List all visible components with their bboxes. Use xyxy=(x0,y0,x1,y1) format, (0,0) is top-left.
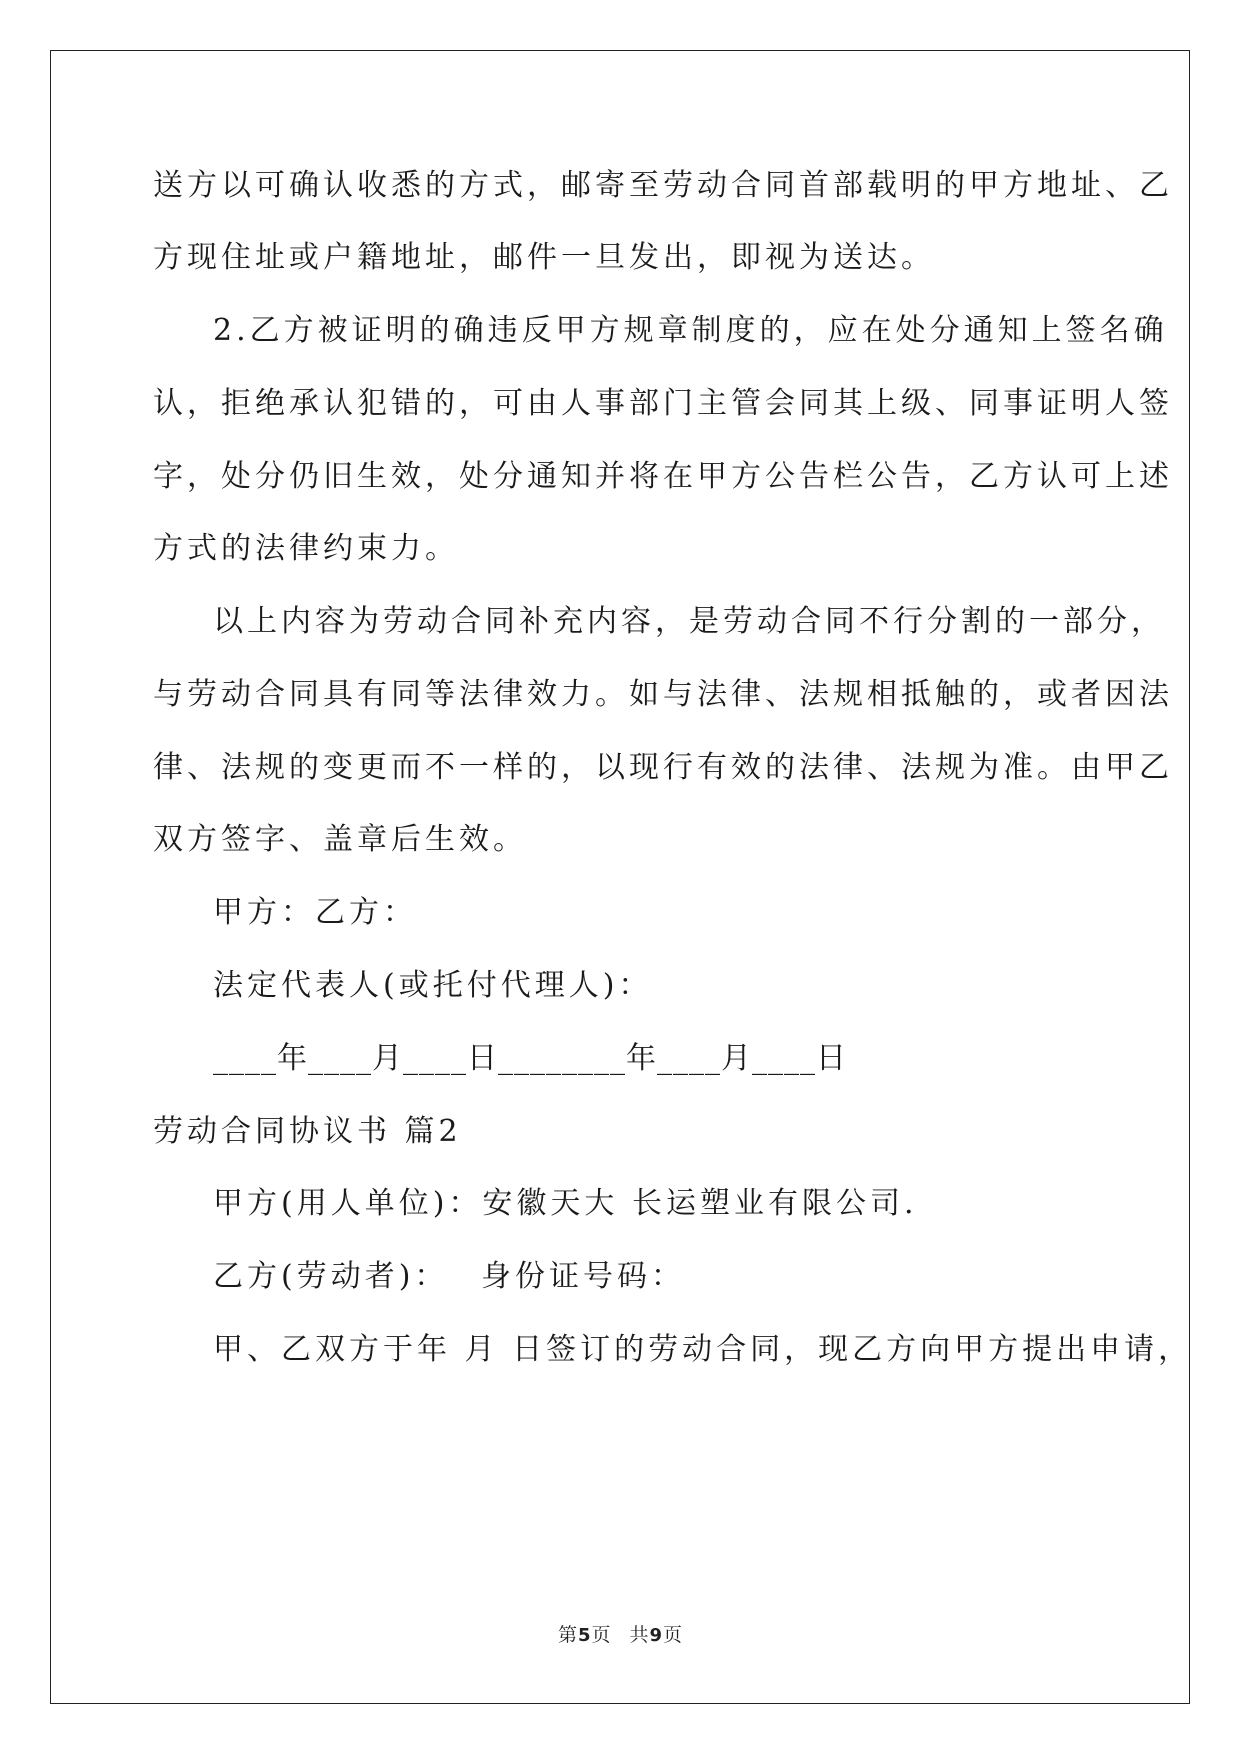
text-line: 字，处分仍旧生效，处分通知并将在甲方公告栏公告，乙方认可上述 xyxy=(153,459,1173,494)
text-line: 与劳动合同具有同等法律效力。如与法律、法规相抵触的，或者因法 xyxy=(153,677,1173,712)
date-blanks: ____年____月____日________年____月____日 xyxy=(213,1041,847,1076)
paragraph-start: 2.乙方被证明的确违反甲方规章制度的，应在处分通知上签名确 xyxy=(213,313,1168,348)
text-line: 认，拒绝承认犯错的，可由人事部门主管会同其上级、同事证明人签 xyxy=(153,386,1173,421)
text-line: 方现住址或户籍地址，邮件一旦发出，即视为送达。 xyxy=(153,240,935,275)
text-line: 双方签字、盖章后生效。 xyxy=(153,822,527,857)
paragraph-start: 甲、乙双方于年 月 日签订的劳动合同，现乙方向甲方提出申请， xyxy=(213,1332,1193,1367)
party-b-line: 乙方(劳动者)： 身份证号码： xyxy=(213,1259,685,1294)
paragraph-start: 以上内容为劳动合同补充内容，是劳动合同不行分割的一部分， xyxy=(213,604,1165,639)
signature-parties: 甲方：乙方： xyxy=(213,895,417,930)
page-prefix: 第 xyxy=(557,1624,578,1646)
page-footer xyxy=(0,1620,1241,1647)
current-page-number: 5 xyxy=(577,1625,592,1646)
total-page-number: 9 xyxy=(649,1625,664,1646)
total-prefix: 共 xyxy=(629,1624,650,1646)
page-border xyxy=(50,50,1193,1704)
party-a-line: 甲方(用人单位)：安徽天大 长运塑业有限公司. xyxy=(213,1186,918,1221)
section-heading: 劳动合同协议书 篇2 xyxy=(153,1114,462,1149)
text-line: 送方以可确认收悉的方式，邮寄至劳动合同首部载明的甲方地址、乙 xyxy=(153,168,1173,203)
legal-representative: 法定代表人(或托付代理人)： xyxy=(213,968,653,1003)
text-line: 方式的法律约束力。 xyxy=(153,531,459,566)
text-line: 律、法规的变更而不一样的，以现行有效的法律、法规为准。由甲乙 xyxy=(153,750,1173,785)
page-suffix: 页 xyxy=(591,1624,612,1646)
total-suffix: 页 xyxy=(663,1624,684,1646)
